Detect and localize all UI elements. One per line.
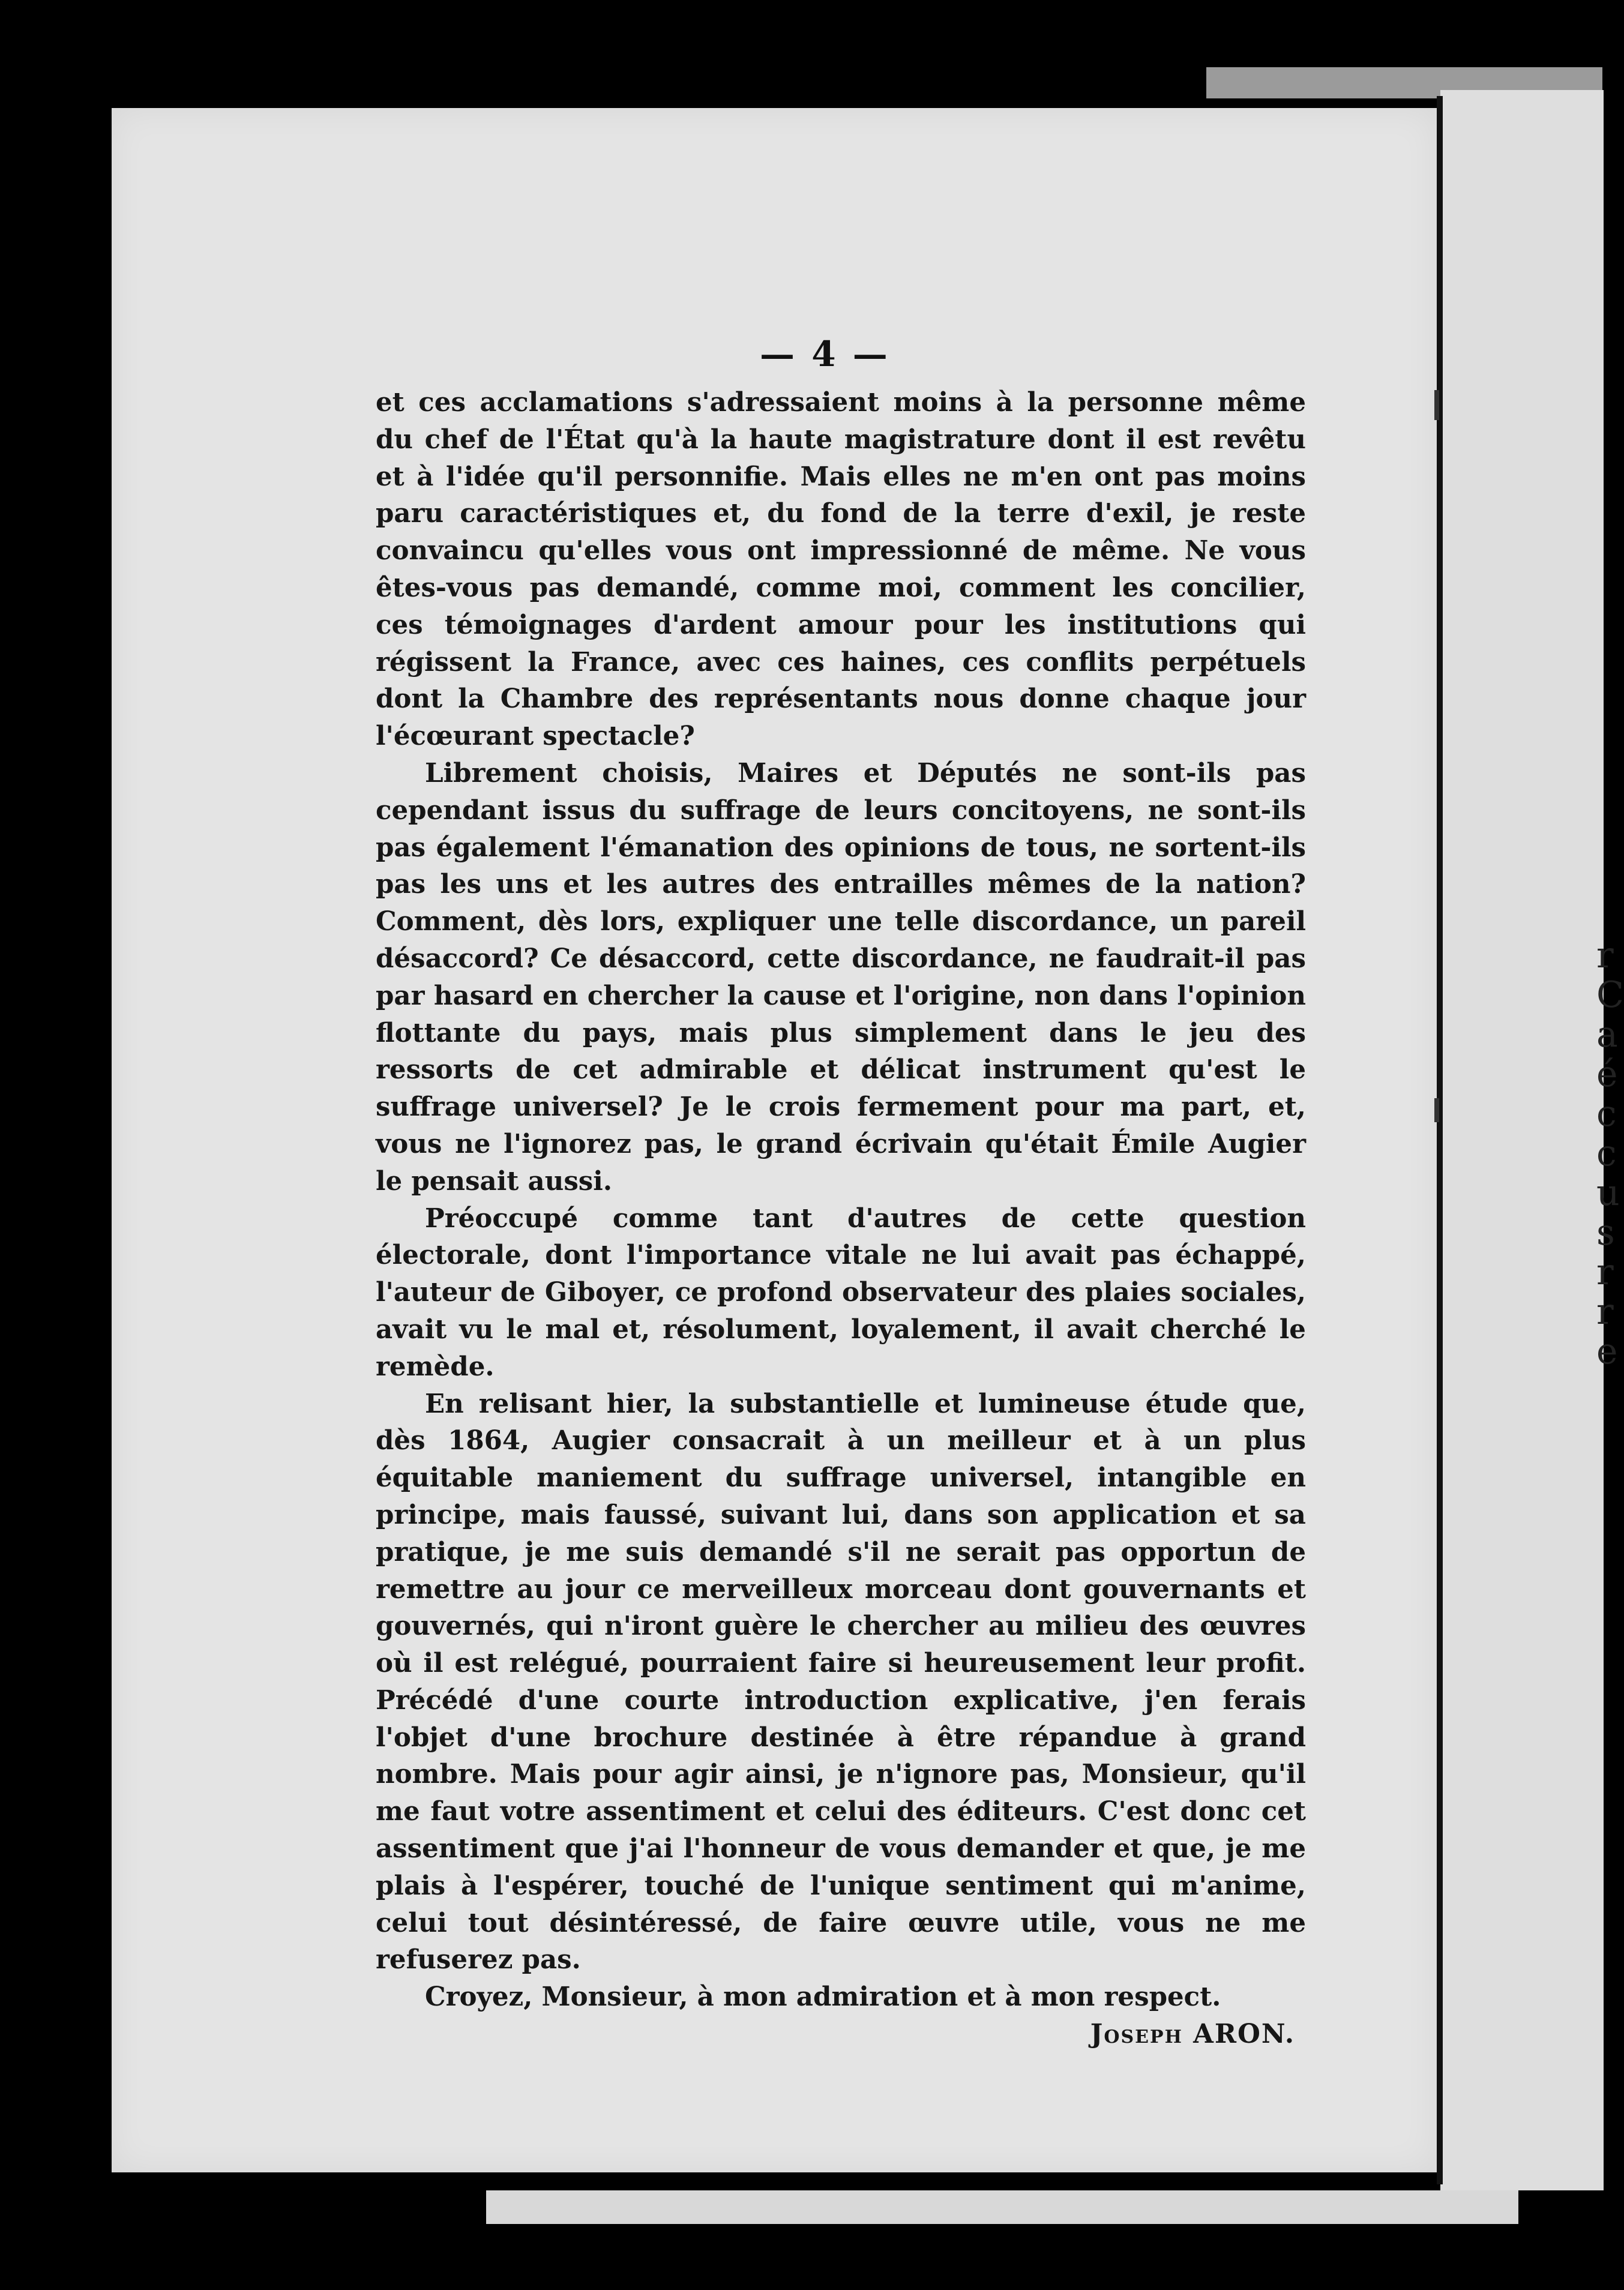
facing-page-letter: c: [1596, 1093, 1617, 1135]
facing-page-letter: e: [1596, 1330, 1618, 1372]
paragraph: En relisant hier, la substantielle et lumineuse étude que, dès 1864, Augier consacrait à un meilleur et à un plus équitable maniement du suffrage universel, intangible en principe, mais faussé, suivant lui, dans son application et sa pratique, je me suis demandé s'il ne serait pas opportun de remettre au jour ce merveilleux morceau dont gouvernants et gouvernés, qui n'iront guère le chercher au milieu des œuvres où il est relégué, pourraient faire si heureusement leur profit. Précédé d'une courte introduction explicative, j'en ferais l'objet d'une brochure destinée à être répandue à grand nombre. Mais pour agir ainsi, je n'ignore pas, Monsieur, qu'il me faut votre assentiment et celui des éditeurs. C'est donc cet assentiment que j'ai l'honneur de vous demander et que, je me plais à l'espérer, touché de l'unique sentiment qui m'anime, celui tout désintéressé, de faire œuvre utile, vous ne me refuserez pas.: [376, 1388, 1306, 1976]
paragraph: Librement choisis, Maires et Députés ne sont-ils pas cependant issus du suffrage de leurs concitoyens, ne sont-ils pas également l'émanation des opinions de tous, ne sortent-ils pas les uns et les autres des entrailles mêmes de la nation? Comment, dès lors, expliquer une telle discordance, un pareil désaccord? Ce désaccord, cette discordance, ne faudrait-il pas par hasard en chercher la cause et l'origine, non dans l'opinion flottante du pays, mais plus simplement dans le jeu des ressorts de cet admirable et délicat instrument qu'est le suffrage universel? Je le crois fermement pour ma part, et, vous ne l'ignorez pas, le grand écrivain qu'était Émile Augier le pensait aussi.: [376, 757, 1306, 1197]
facing-page-letter: a: [1596, 1014, 1618, 1056]
facing-page-letter: r: [1596, 1291, 1614, 1333]
letter-body: [376, 384, 1306, 2053]
facing-page-letter: r: [1596, 1251, 1614, 1293]
gutter-mark: [1434, 1098, 1439, 1122]
facing-page-letter: C: [1596, 974, 1624, 1016]
facing-page-letter: s: [1596, 1212, 1615, 1254]
facing-page-letter: u: [1596, 1172, 1620, 1214]
signature: Joseph ARON.: [1090, 2019, 1295, 2050]
page-number: — 4 —: [760, 334, 890, 374]
facing-page: [1440, 90, 1624, 2190]
closing-line: Croyez, Monsieur, à mon admiration et à mon respect.: [425, 1982, 1221, 2013]
facing-page-letter: c: [1596, 1132, 1617, 1174]
paragraph: et ces acclamations s'adressaient moins à la personne même du chef de l'État qu'à la haute magistrature dont il est revêtu et à l'idée qu'il personnifie. Mais elles ne m'en ont pas moins paru caractéristiques et, du fond de la terre d'exil, je reste convaincu qu'elles vous ont impressionné de même. Ne vous êtes-vous pas demandé, comme moi, comment les concilier, ces témoignages d'ardent amour pour les institutions qui régissent la France, avec ces haines, ces conflits perpétuels dont la Chambre des représentants nous donne chaque jour l'écœurant spectacle?: [376, 387, 1306, 752]
facing-page-letter: r: [1596, 934, 1614, 976]
scan-border-bottom: [486, 2190, 1518, 2224]
gutter-mark: [1434, 390, 1439, 420]
paragraph: Préoccupé comme tant d'autres de cette question électorale, dont l'importance vitale ne lui avait pas échappé, l'auteur de Giboyer, ce profond observateur des plaies sociales, avait vu le mal et, résolument, loyalement, il avait cherché le remède.: [376, 1203, 1306, 1382]
facing-page-letter: é: [1596, 1053, 1618, 1095]
